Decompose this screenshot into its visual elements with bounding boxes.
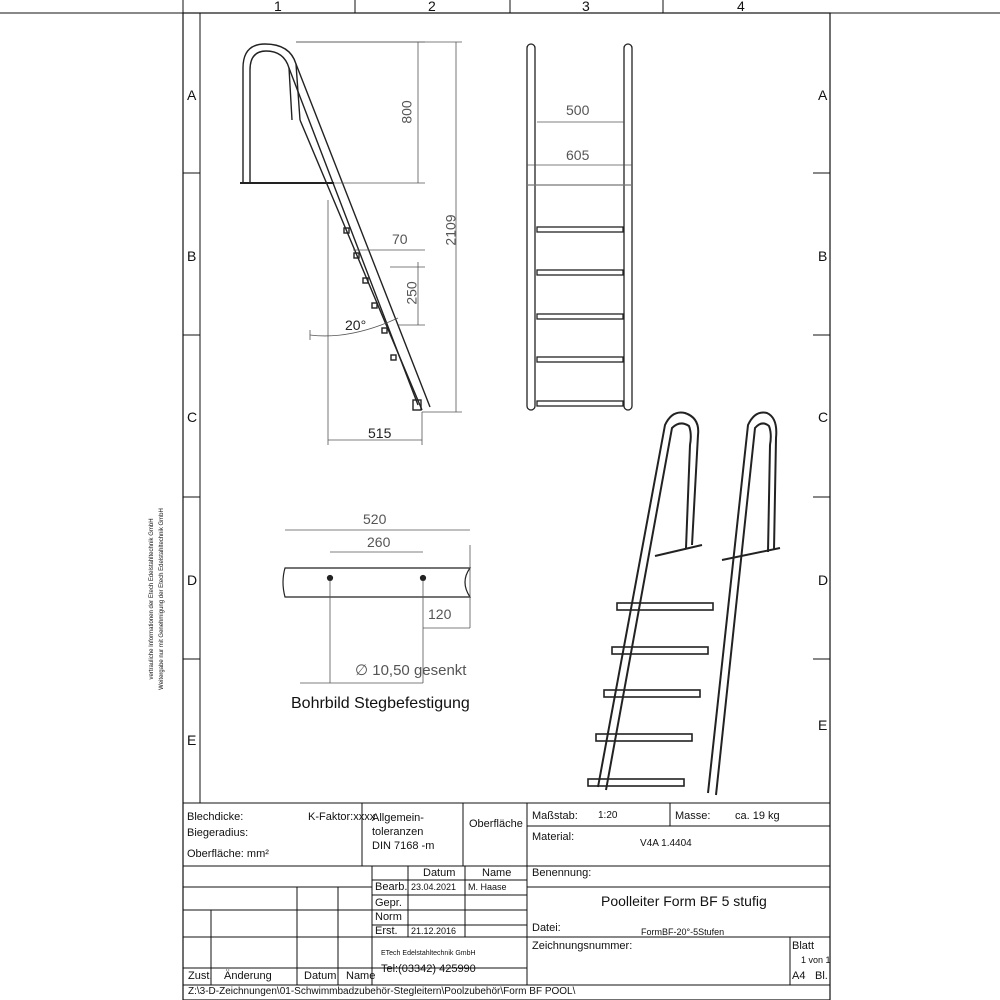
row-label-d-left: D	[187, 572, 198, 588]
row-label-e-right: E	[818, 717, 828, 733]
tb-aenderung: Änderung	[224, 970, 272, 982]
dim-2109: 2109	[442, 214, 459, 246]
row-label-b-left: B	[187, 248, 197, 264]
tb-gepr: Gepr.	[375, 897, 402, 909]
confidential-notice-1: vertrauliche Informationen der Etech Edelstahltechnik GmbH	[149, 518, 155, 680]
tb-blatt-von: 1 von 1	[801, 955, 831, 965]
tb-erst: Erst.	[375, 925, 398, 937]
tb-allgemein-3: DIN 7168 -m	[372, 840, 435, 852]
dim-520: 520	[363, 511, 387, 527]
row-label-b-right: B	[818, 248, 828, 264]
tb-allgemein-1: Allgemein-	[372, 812, 424, 824]
tb-firma: ETech Edelstahltechnik GmbH	[381, 950, 476, 957]
tb-material: V4A 1.4404	[640, 838, 692, 849]
dim-605: 605	[566, 147, 590, 163]
tb-datei: FormBF-20°-5Stufen	[641, 927, 725, 937]
tb-bearb-datum: 23.04.2021	[411, 882, 457, 892]
tb-bearb: Bearb.	[375, 881, 408, 893]
row-label-d-right: D	[818, 572, 829, 588]
tb-oberflaeche-mm: Oberfläche: mm²	[187, 848, 269, 860]
outer-frame	[183, 13, 830, 1000]
tb-massstab: 1:20	[598, 810, 618, 821]
iso-view	[588, 413, 780, 796]
tb-blechdicke: Blechdicke:	[187, 811, 244, 823]
col-label-1: 1	[274, 0, 282, 14]
tb-rev-datum: Datum	[304, 970, 337, 982]
tb-masse: ca. 19 kg	[735, 810, 780, 822]
tb-oberflaeche: Oberfläche	[469, 818, 523, 830]
tb-blatt: Blatt	[792, 940, 815, 952]
tb-col-datum: Datum	[423, 867, 456, 879]
tb-tel: Tel:(03342) 425990	[381, 963, 476, 975]
dim-515: 515	[368, 425, 392, 441]
tb-bearb-name: M. Haase	[468, 882, 507, 892]
row-label-e-left: E	[187, 732, 197, 748]
col-label-3: 3	[582, 0, 590, 14]
tb-zust: Zust.	[188, 970, 213, 982]
tb-zeichnungsnummer: Zeichnungsnummer:	[532, 940, 633, 952]
tb-bl: Bl.	[815, 970, 828, 982]
confidential-notice-2: Weitergabe nur mit Genehmigung der Etech Edelstahltechnik GmbH	[159, 508, 165, 690]
tb-masse-label: Masse:	[675, 810, 711, 822]
detail-title: Bohrbild Stegbefestigung	[291, 695, 470, 712]
inner-frame	[200, 13, 830, 803]
row-label-a-right: A	[818, 87, 828, 103]
tb-erst-datum: 21.12.2016	[411, 926, 457, 936]
tb-rev-name: Name	[346, 970, 376, 982]
detail-view	[283, 568, 470, 597]
dim-260: 260	[367, 534, 391, 550]
col-label-4: 4	[737, 0, 745, 14]
side-view-dims	[296, 42, 462, 445]
tb-material-label: Material:	[532, 831, 575, 843]
tb-benennung-label: Benennung:	[532, 867, 592, 879]
tb-allgemein-2: toleranzen	[372, 826, 424, 838]
tb-benennung: Poolleiter Form BF 5 stufig	[601, 893, 767, 909]
col-label-2: 2	[428, 0, 436, 14]
side-view	[240, 44, 430, 410]
dim-250: 250	[403, 281, 420, 305]
dim-120: 120	[428, 606, 452, 622]
dim-hole: ∅ 10,50 gesenkt	[355, 662, 467, 679]
tb-kfaktor: K-Faktor:xxxx	[308, 811, 376, 823]
tb-datei-label: Datei:	[532, 922, 561, 934]
tb-massstab-label: Maßstab:	[532, 810, 578, 822]
front-view	[527, 44, 632, 410]
dim-angle: 20°	[345, 317, 367, 333]
tb-col-name: Name	[482, 867, 512, 879]
tb-path: Z:\3-D-Zeichnungen\01-Schwimmbadzubehör-Stegleitern\Poolzubehör\Form BF POOL\	[188, 986, 576, 997]
tb-norm: Norm	[375, 911, 402, 923]
dim-800: 800	[398, 100, 415, 124]
row-label-c-left: C	[187, 409, 198, 425]
row-label-c-right: C	[818, 409, 829, 425]
tb-format: A4	[792, 970, 806, 982]
tb-biegeradius: Biegeradius:	[187, 827, 249, 839]
dim-70: 70	[392, 231, 408, 247]
row-label-a-left: A	[187, 87, 197, 103]
dim-500: 500	[566, 102, 590, 118]
